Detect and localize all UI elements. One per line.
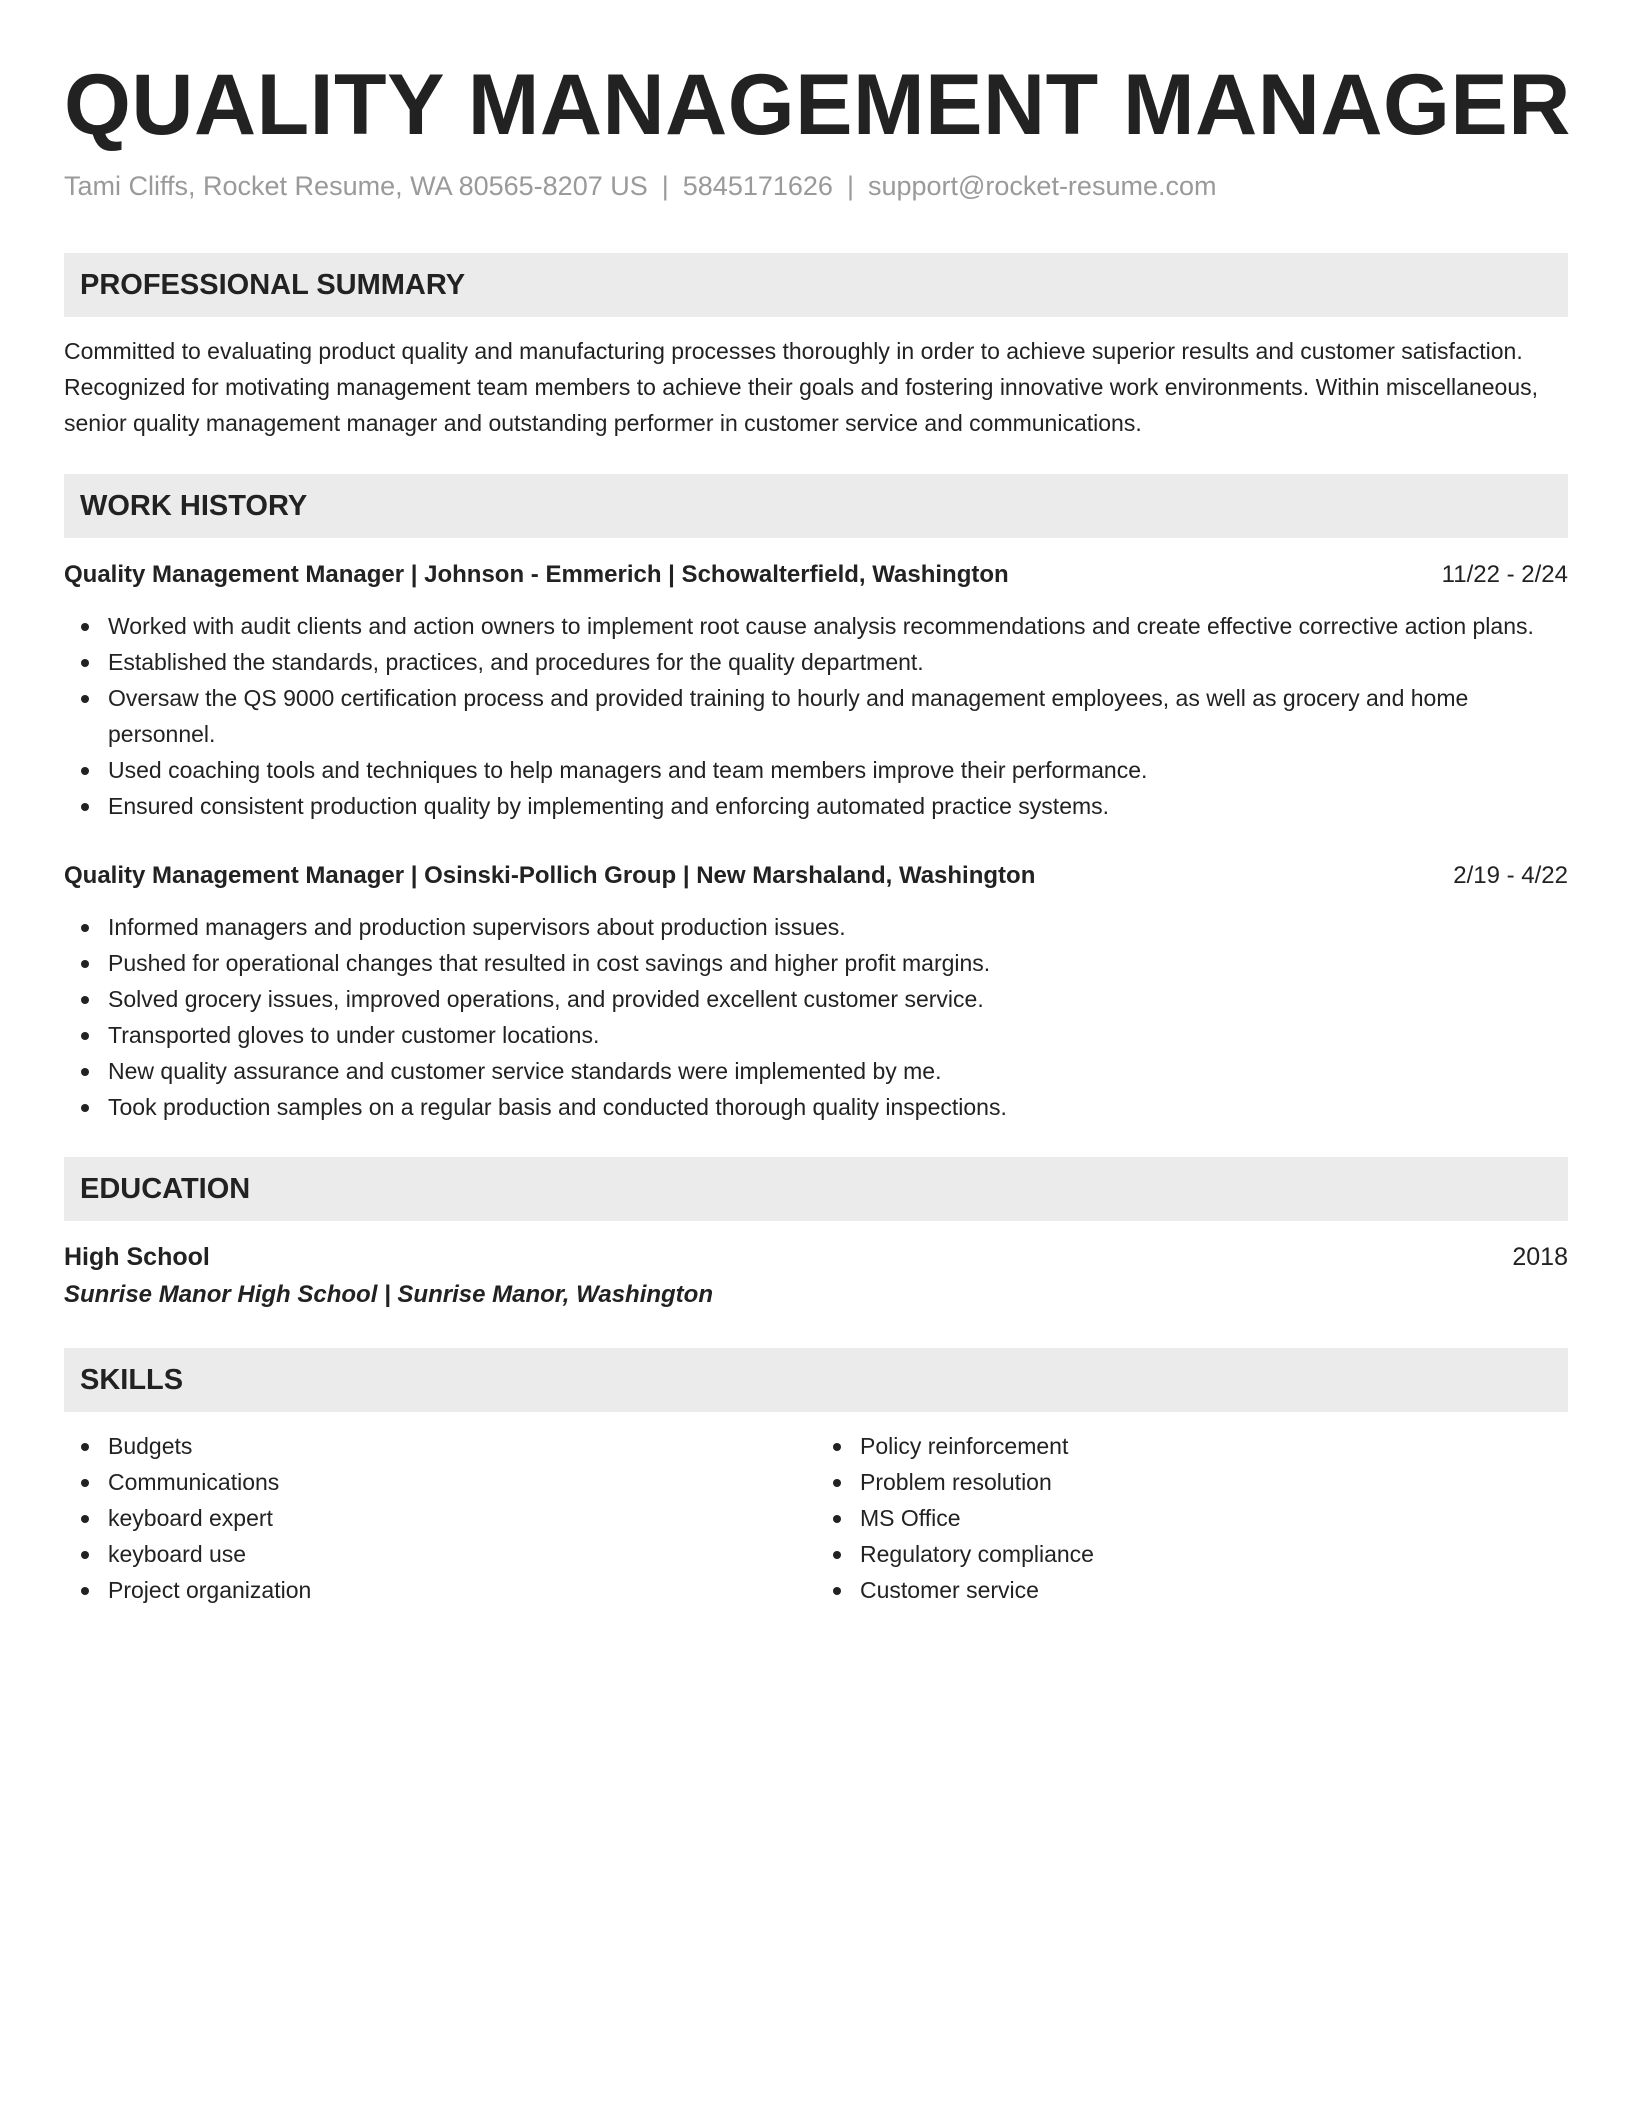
- job-entry: [64, 859, 1568, 1125]
- skill-item: MS Office: [816, 1500, 1568, 1536]
- skill-item: Budgets: [64, 1428, 816, 1464]
- skills-grid: [64, 1428, 1568, 1608]
- education-year: 2018: [1512, 1243, 1568, 1271]
- job-title: Quality Management Manager | Johnson - Emmerich | Schowalterfield, Washington: [64, 561, 1009, 588]
- contact-address: Tami Cliffs, Rocket Resume, WA 80565-8207 US: [64, 171, 648, 201]
- job-bullet: Established the standards, practices, and procedures for the quality department.: [64, 644, 1568, 680]
- skills-list-right: [816, 1428, 1568, 1608]
- job-bullet: Oversaw the QS 9000 certification process and provided training to hourly and management employees, as well as grocery and home personnel.: [64, 680, 1568, 752]
- skill-item: Communications: [64, 1464, 816, 1500]
- contact-separator: |: [846, 171, 854, 201]
- job-bullet: Used coaching tools and techniques to help managers and team members improve their performance.: [64, 752, 1568, 788]
- education-degree: High School: [64, 1243, 210, 1271]
- job-title: Quality Management Manager | Osinski-Pollich Group | New Marshaland, Washington: [64, 862, 1036, 889]
- skills-column-left: [64, 1428, 816, 1608]
- skill-item: Project organization: [64, 1572, 816, 1608]
- education-school: Sunrise Manor High School | Sunrise Manor, Washington: [64, 1281, 713, 1308]
- skills-list-left: [64, 1428, 816, 1608]
- job-bullet-list: [64, 909, 1568, 1125]
- job-bullet-list: [64, 608, 1568, 824]
- skill-item: Policy reinforcement: [816, 1428, 1568, 1464]
- job-header: [64, 558, 1568, 592]
- contact-email: support@rocket-resume.com: [867, 171, 1217, 201]
- skill-item: Problem resolution: [816, 1464, 1568, 1500]
- job-bullet: Worked with audit clients and action owners to implement root cause analysis recommendations and create effective corrective action plans.: [64, 608, 1568, 644]
- skill-item: keyboard use: [64, 1536, 816, 1572]
- job-dates: 11/22 - 2/24: [1441, 561, 1568, 588]
- job-dates: 2/19 - 4/22: [1453, 862, 1568, 889]
- job-bullet: Took production samples on a regular basis and conducted thorough quality inspections.: [64, 1089, 1568, 1125]
- section-header-skills: SKILLS: [64, 1348, 1568, 1412]
- job-entry: [64, 558, 1568, 824]
- summary-text: Committed to evaluating product quality and manufacturing processes thoroughly in order to achieve superior results and customer satisfaction. Recognized for motivating management team members to achieve their goals and fostering innovative work environments. Within miscellaneous, senior quality management manager and outstanding performer in customer service and communications.: [64, 338, 1538, 436]
- skill-item: Customer service: [816, 1572, 1568, 1608]
- job-bullet: Transported gloves to under customer locations.: [64, 1017, 1568, 1053]
- section-header-summary: PROFESSIONAL SUMMARY: [64, 253, 1568, 317]
- job-bullet: Solved grocery issues, improved operations, and provided excellent customer service.: [64, 981, 1568, 1017]
- contact-line: [64, 170, 1568, 202]
- skill-item: keyboard expert: [64, 1500, 816, 1536]
- job-header: [64, 859, 1568, 893]
- job-bullet: New quality assurance and customer service standards were implemented by me.: [64, 1053, 1568, 1089]
- skills-column-right: [816, 1428, 1568, 1608]
- section-header-work-history: WORK HISTORY: [64, 474, 1568, 538]
- education-header: [64, 1240, 1568, 1274]
- job-bullet: Informed managers and production supervisors about production issues.: [64, 909, 1568, 945]
- education-entry: [64, 1240, 1568, 1312]
- skill-item: Regulatory compliance: [816, 1536, 1568, 1572]
- contact-phone: 5845171626: [682, 171, 833, 201]
- job-bullet: Pushed for operational changes that resulted in cost savings and higher profit margins.: [64, 945, 1568, 981]
- resume-name-title: QUALITY MANAGEMENT MANAGER: [64, 57, 1571, 153]
- job-bullet: Ensured consistent production quality by implementing and enforcing automated practice systems.: [64, 788, 1568, 824]
- contact-separator: |: [661, 171, 669, 201]
- section-header-education: EDUCATION: [64, 1157, 1568, 1221]
